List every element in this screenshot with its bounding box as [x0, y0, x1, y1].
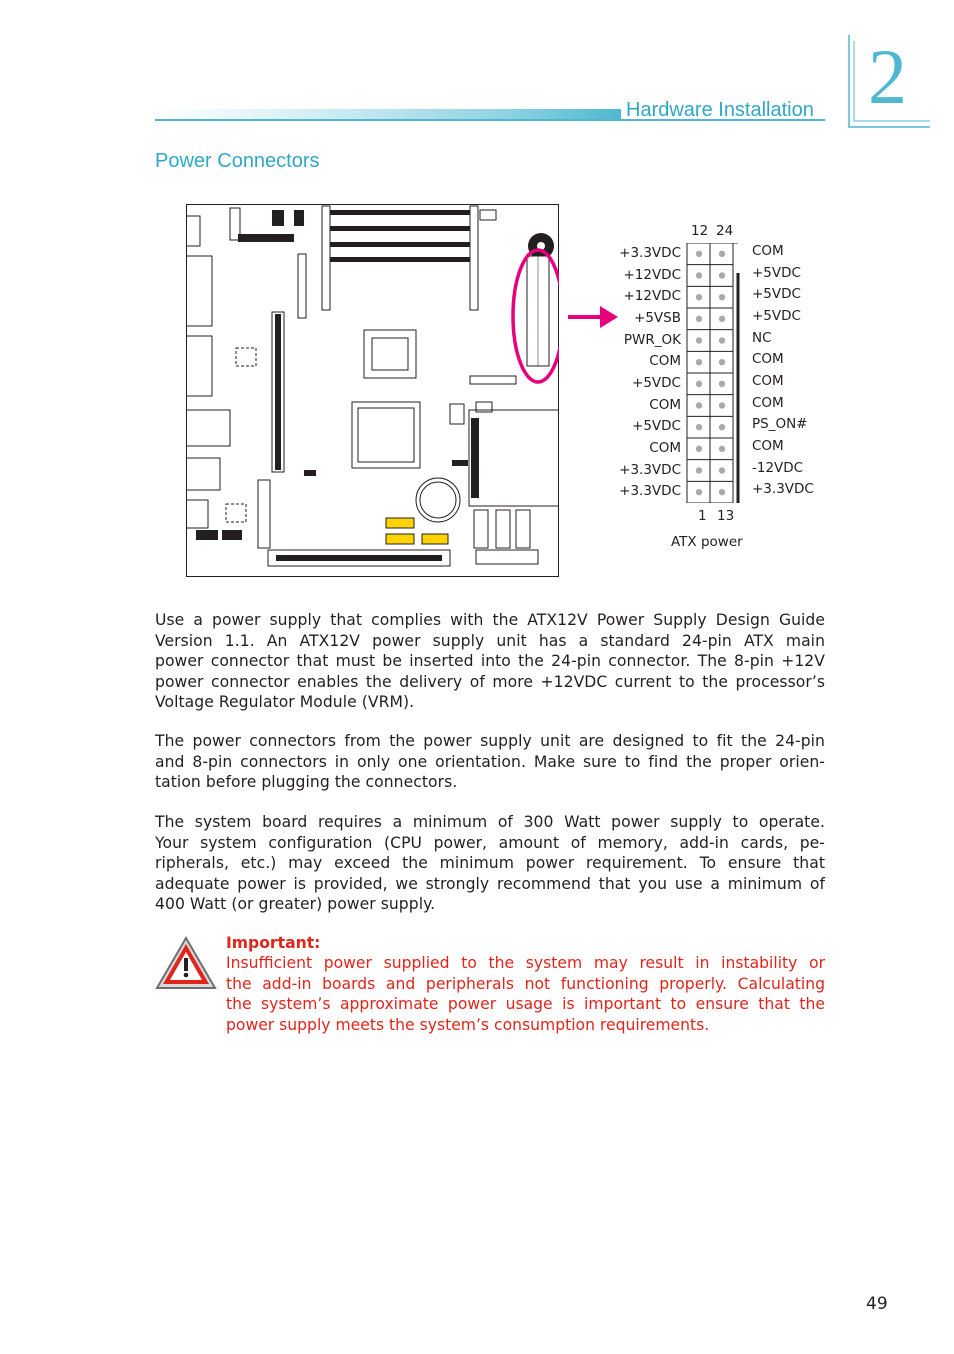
important-line: power supply meets the system’s consumption requirements. — [226, 1015, 710, 1034]
pin-dot — [696, 467, 702, 473]
pin-dot — [696, 251, 702, 257]
pin-dot — [719, 337, 725, 343]
paragraph-1 — [155, 610, 825, 713]
pin-label-left: +5VDC — [632, 418, 681, 435]
paragraph-line: The system board requires a minimum of 300 Watt power supply to operate. — [155, 813, 825, 831]
pin-dot — [719, 467, 725, 473]
paragraph-line: Your system configuration (CPU power, amount of memory, add-in cards, pe- — [155, 833, 825, 852]
motherboard-diagram — [186, 204, 559, 577]
pin-dot — [696, 424, 702, 430]
pin-dot — [696, 402, 702, 408]
pin-dot — [719, 294, 725, 300]
pin-number-13: 13 — [717, 508, 735, 524]
paragraph-line: power connector that must be inserted into the 24-pin connector. The 8-pin +12V — [155, 652, 825, 670]
pin-dot — [696, 381, 702, 387]
connector-caption: ATX power — [671, 534, 743, 550]
paragraph-line: 400 Watt (or greater) power supply. — [155, 895, 436, 913]
pin-dot — [696, 489, 702, 495]
pin-dot — [719, 251, 725, 257]
pin-dot — [696, 337, 702, 343]
pin-label-left: +12VDC — [623, 266, 681, 283]
pin-label-right: COM — [752, 351, 784, 368]
header-section-title: Hardware Installation — [626, 99, 814, 121]
pin-label-left: COM — [649, 396, 681, 413]
pin-label-right: -12VDC — [752, 459, 804, 476]
paragraph-line: and 8-pin connectors in only one orientation. Make sure to find the proper orien- — [155, 752, 825, 771]
pin-dot — [696, 359, 702, 365]
paragraph-line: Version 1.1. An ATX12V power supply unit has a standard 24-pin ATX main — [155, 631, 825, 650]
warning-icon — [155, 936, 217, 990]
paragraph-line: The power connectors from the power supply unit are designed to fit the 24-pin — [155, 732, 825, 750]
pin-label-left: +5VSB — [634, 309, 681, 326]
pin-number-24: 24 — [716, 223, 734, 239]
paragraph-line: ripherals, etc.) may exceed the minimum power requirement. To ensure that — [155, 854, 825, 872]
pin-dot — [696, 446, 702, 452]
pin-label-left: +12VDC — [623, 288, 681, 305]
important-body — [226, 953, 825, 1035]
paragraph-line: Use a power supply that complies with the ATX12V Power Supply Design Guide — [155, 611, 825, 629]
pin-label-left: COM — [649, 439, 681, 456]
pin-label-left: +3.3VDC — [619, 483, 681, 500]
paragraph-line: tation before plugging the connectors. — [155, 773, 458, 791]
pin-label-left: +3.3VDC — [619, 244, 681, 261]
pin-dot — [696, 316, 702, 322]
pin-label-right: +5VDC — [752, 286, 801, 303]
important-line: the system’s approximate power usage is important to ensure that the — [226, 995, 825, 1013]
page-number: 49 — [866, 1294, 888, 1314]
pin-label-left: +5VDC — [632, 374, 681, 391]
pin-label-right: COM — [752, 437, 784, 454]
pin-label-right: +3.3VDC — [752, 481, 814, 498]
pin-dot — [719, 489, 725, 495]
pin-label-right: NC — [752, 329, 772, 346]
pin-dot — [719, 381, 725, 387]
page-title: Power Connectors — [155, 150, 320, 172]
pin-dot — [719, 424, 725, 430]
pin-label-right: PS_ON# — [752, 416, 808, 433]
paragraph-line: Voltage Regulator Module (VRM). — [155, 693, 415, 711]
paragraph-3 — [155, 812, 825, 915]
pin-label-left: +3.3VDC — [619, 461, 681, 478]
atx-connector-pinout — [686, 243, 740, 503]
pin-dot — [719, 316, 725, 322]
paragraph-line: adequate power is provided, we strongly recommend that you use a minimum of — [155, 874, 825, 893]
important-line: the add-in boards and peripherals not functioning properly. Calculating — [226, 974, 825, 993]
header-gradient-bar — [155, 109, 621, 119]
important-line: Insufficient power supplied to the system may result in instability or — [226, 954, 825, 972]
pin-label-left: PWR_OK — [623, 331, 681, 348]
pin-dot — [719, 272, 725, 278]
pin-label-right: +5VDC — [752, 307, 801, 324]
pin-label-right: COM — [752, 242, 784, 259]
pin-number-1: 1 — [698, 508, 707, 524]
chapter-number: 2 — [868, 33, 907, 120]
pin-label-left: COM — [649, 353, 681, 370]
pin-dot — [696, 294, 702, 300]
paragraph-2 — [155, 731, 825, 793]
pin-dot — [719, 402, 725, 408]
pin-label-right: COM — [752, 394, 784, 411]
pin-dot — [719, 359, 725, 365]
pin-label-right: +5VDC — [752, 264, 801, 281]
pin-number-12: 12 — [691, 223, 709, 239]
pin-dot — [719, 446, 725, 452]
pin-dot — [696, 272, 702, 278]
paragraph-line: power connector enables the delivery of more +12VDC current to the processor’s — [155, 672, 825, 691]
pin-label-right: COM — [752, 372, 784, 389]
important-heading: Important: — [226, 934, 321, 952]
